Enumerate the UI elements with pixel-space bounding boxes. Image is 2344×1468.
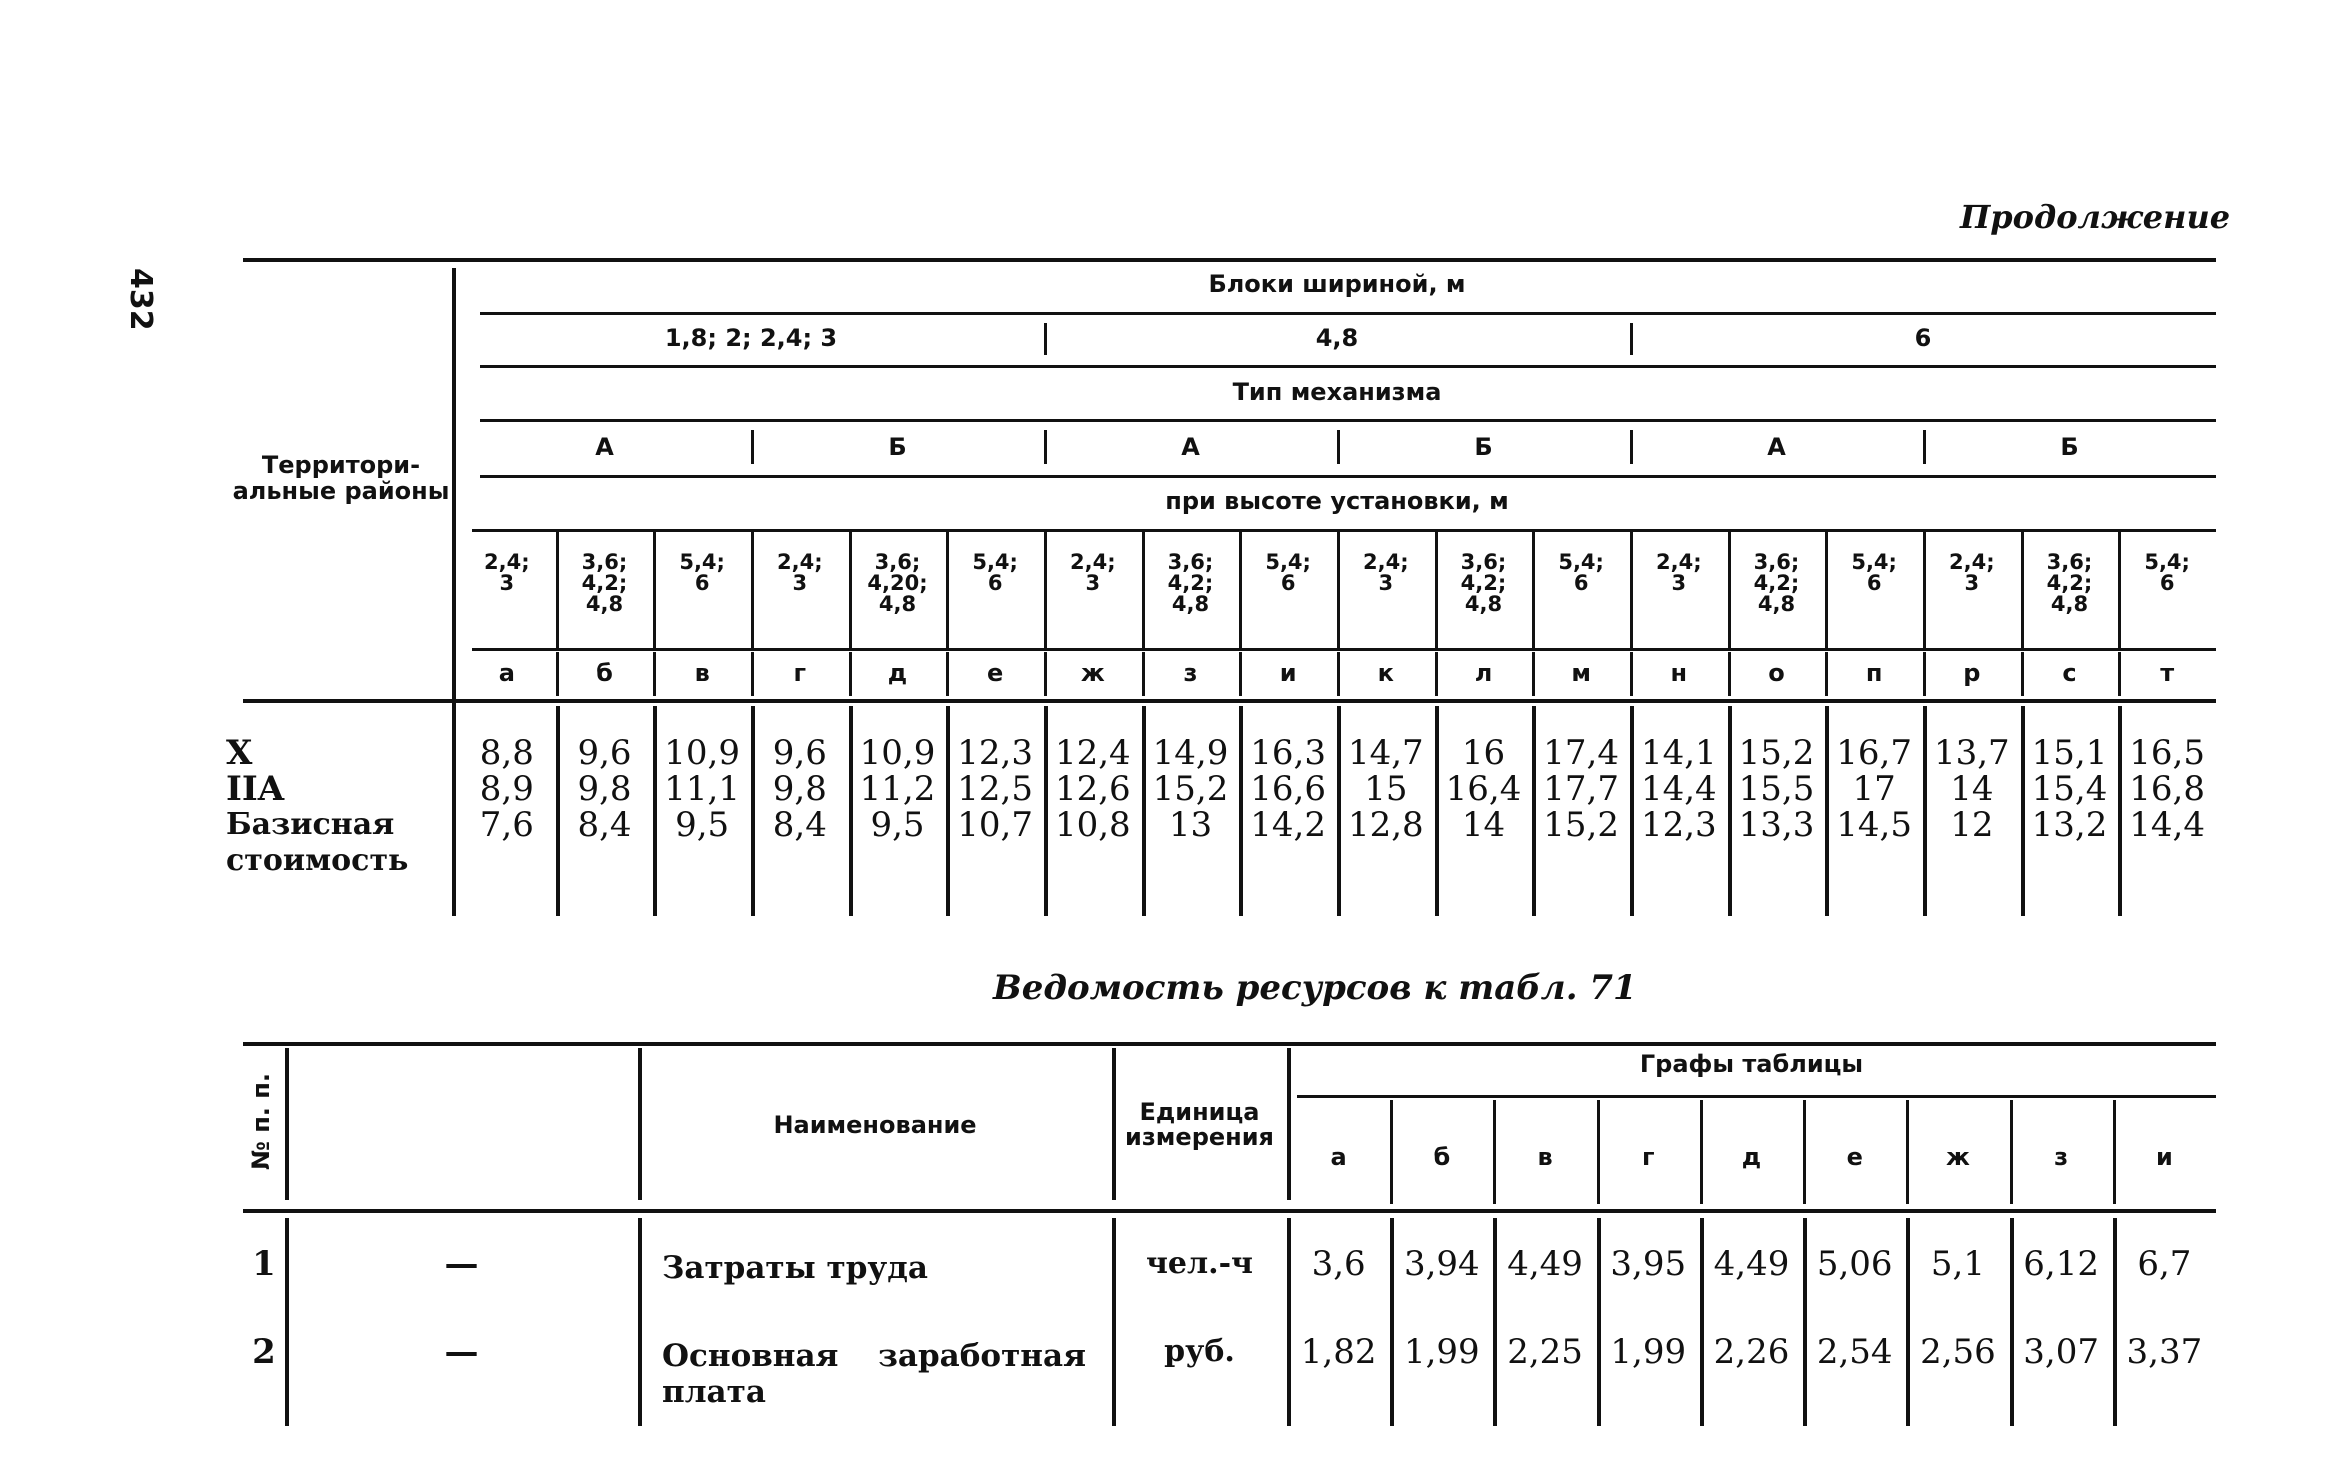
col-name-header: Наименование [773, 1111, 977, 1139]
height-value: 6 [987, 571, 1003, 595]
height-value: 4,8 [1464, 592, 1503, 616]
height-value: 2,4; [1070, 550, 1116, 574]
column-letter-г: г [793, 659, 807, 687]
graph-letter-е: е [1846, 1143, 1863, 1171]
height-value: 2,4; [1363, 550, 1409, 574]
data-value: 16 [1461, 733, 1506, 773]
height-value: 4,2; [581, 571, 628, 595]
rule-header-bottom [243, 1209, 2216, 1213]
height-value: 5,4; [1265, 550, 1311, 574]
data-value: 9,8 [577, 769, 632, 809]
row-label: Базисная стоимость [226, 807, 409, 878]
height-value: 4,8 [878, 592, 917, 616]
mechanism-4: Б [1474, 433, 1493, 461]
data-value: 12,8 [1347, 805, 1424, 845]
data-value: 15,2 [1152, 769, 1229, 809]
table2-title: Ведомость ресурсов к табл. 71 [993, 968, 1637, 1008]
column-letter-п: п [1865, 659, 1883, 687]
data-cell-ж [1048, 735, 1138, 843]
height-value: 4,8 [1757, 592, 1796, 616]
col-unit-header: Единица измерения [1125, 1098, 1274, 1151]
rule [472, 648, 2216, 651]
height-value: 2,4; [484, 550, 530, 574]
rule-header-bottom [243, 699, 2216, 703]
height-cell-т [2118, 552, 2216, 594]
height-value: 3 [1378, 571, 1394, 595]
height-value: 4,8 [585, 592, 624, 616]
rule-vertical [1044, 323, 1047, 355]
mechanism-2: Б [888, 433, 907, 461]
height-cell-и [1239, 552, 1337, 594]
data-cell-в [657, 735, 747, 843]
row-number: 2 [252, 1332, 276, 1372]
row-label: X [226, 733, 253, 773]
value-cell-в: 4,49 [1507, 1244, 1583, 1284]
value-cell-г: 1,99 [1610, 1332, 1687, 1372]
height-value: 6 [2159, 571, 2175, 595]
data-value: 12 [1950, 805, 1994, 845]
data-value: 16,6 [1250, 769, 1326, 809]
height-value: 4,2; [1460, 571, 1507, 595]
data-value: 10,9 [859, 733, 936, 773]
rule-vertical [1630, 323, 1633, 355]
column-letter-е: е [987, 659, 1004, 687]
width-group-3: 6 [1914, 324, 1932, 352]
data-value: 9,6 [772, 733, 827, 773]
graph-letter-д: д [1741, 1143, 1762, 1171]
column-letter-т: т [2160, 659, 2175, 687]
column-letter-о: о [1768, 659, 1785, 687]
value-cell-д: 2,26 [1713, 1332, 1790, 1372]
height-cell-в [653, 552, 751, 594]
rule-vertical [285, 1048, 289, 1200]
value-cell-е: 5,06 [1816, 1244, 1893, 1284]
height-cell-д [849, 552, 947, 615]
value-cell-б: 1,99 [1403, 1332, 1480, 1372]
row-label: IIA [226, 769, 285, 809]
height-value: 6 [1866, 571, 1882, 595]
graph-letter-а: а [1330, 1143, 1347, 1171]
data-value: 13,2 [2031, 805, 2108, 845]
height-value: 4,2; [2046, 571, 2093, 595]
data-value: 13 [1168, 805, 1213, 845]
rule-vertical [1044, 430, 1047, 464]
rule [480, 475, 2216, 478]
width-group-2: 4,8 [1315, 324, 1359, 352]
height-cell-к [1337, 552, 1435, 594]
height-value: 2,4; [1949, 550, 1995, 574]
graph-letter-г: г [1641, 1143, 1655, 1171]
column-letter-в: в [694, 659, 710, 687]
data-value: 12,3 [957, 733, 1033, 773]
graph-letter-ж: ж [1945, 1143, 1970, 1171]
data-value: 11,1 [664, 769, 740, 809]
column-letter-б: б [596, 659, 613, 687]
graph-letter-и: и [2155, 1143, 2173, 1171]
value-cell-ж: 2,56 [1920, 1332, 1996, 1372]
column-letter-с: с [2062, 659, 2077, 687]
height-value: 3 [792, 571, 808, 595]
height-value: 4,20; [867, 571, 928, 595]
data-value: 10,9 [664, 733, 740, 773]
value-cell-д: 4,49 [1713, 1244, 1790, 1284]
height-cell-н [1630, 552, 1728, 594]
value-cell-з: 6,12 [2023, 1244, 2099, 1284]
data-value: 9,5 [870, 805, 925, 845]
height-value: 6 [694, 571, 710, 595]
data-cell-и [1243, 735, 1333, 843]
mechanism-1: А [595, 433, 614, 461]
value-cell-и: 3,37 [2126, 1332, 2203, 1372]
data-value: 8,4 [772, 805, 827, 845]
height-value: 3,6; [874, 550, 921, 574]
col-num-header: № п. п. [247, 1073, 275, 1170]
height-value: 4,8 [2050, 592, 2089, 616]
column-letter-и: и [1279, 659, 1297, 687]
data-value: 14,4 [1640, 769, 1717, 809]
height-value: 4,8 [1171, 592, 1210, 616]
value-cell-б: 3,94 [1403, 1244, 1480, 1284]
blocks-header: Блоки шириной, м [1208, 270, 1466, 298]
column-letter-ж: ж [1080, 659, 1105, 687]
row-unit: руб. [1164, 1334, 1235, 1369]
rule [480, 419, 2216, 422]
value-cell-и: 6,7 [2137, 1244, 2192, 1284]
row-code: — [444, 1244, 479, 1284]
value-cell-г: 3,95 [1610, 1244, 1687, 1284]
rule-vertical [1923, 430, 1926, 464]
region-header: Территори-альные районы [232, 451, 450, 505]
height-value: 3,6; [1167, 550, 1214, 574]
data-value: 13,7 [1933, 733, 2010, 773]
height-cell-з [1142, 552, 1240, 615]
data-value: 16,3 [1250, 733, 1326, 773]
height-value: 5,4; [679, 550, 725, 574]
column-letter-к: к [1377, 659, 1394, 687]
rule [480, 365, 2216, 368]
height-value: 5,4; [2144, 550, 2190, 574]
column-letter-м: м [1571, 659, 1591, 687]
data-cell-а [462, 735, 552, 843]
data-value: 10,8 [1054, 805, 1131, 845]
continuation-label: Продолжение [1960, 198, 2231, 236]
graph-letter-б: б [1433, 1143, 1451, 1171]
row-code: — [444, 1332, 479, 1372]
height-value: 3,6; [2046, 550, 2093, 574]
data-value: 16,4 [1445, 769, 1522, 809]
mechanism-6: Б [2060, 433, 2079, 461]
data-value: 15,2 [1543, 805, 1619, 845]
rule [1297, 1095, 2216, 1098]
data-cell-д [853, 735, 943, 843]
column-letter-н: н [1670, 659, 1688, 687]
data-value: 16,8 [2129, 769, 2205, 809]
height-cell-ж [1044, 552, 1142, 594]
data-cell-р [1927, 735, 2017, 843]
height-value: 5,4; [972, 550, 1018, 574]
mechanism-5: А [1767, 433, 1786, 461]
rule [480, 312, 2216, 315]
data-value: 15,5 [1738, 769, 1815, 809]
page-number: 432 [123, 268, 158, 331]
height-value: 3 [499, 571, 515, 595]
height-value: 3 [1964, 571, 1980, 595]
data-cell-б [560, 735, 650, 843]
data-value: 13,3 [1738, 805, 1815, 845]
rule-vertical [1337, 430, 1340, 464]
width-group-1: 1,8; 2; 2,4; 3 [664, 324, 838, 352]
col-graphs-header: Графы таблицы [1639, 1050, 1864, 1078]
row-labels [226, 735, 456, 879]
data-cell-о [1732, 735, 1822, 843]
value-cell-а: 3,6 [1311, 1244, 1366, 1284]
height-value: 4,2; [1167, 571, 1214, 595]
data-value: 11,2 [859, 769, 936, 809]
row-number: 1 [252, 1244, 276, 1284]
data-value: 12,3 [1640, 805, 1717, 845]
data-cell-к [1341, 735, 1431, 843]
value-cell-з: 3,07 [2023, 1332, 2099, 1372]
data-value: 17 [1852, 769, 1896, 809]
height-value: 6 [1280, 571, 1296, 595]
row-name: Затраты труда [662, 1250, 928, 1286]
rule-vertical [1630, 430, 1633, 464]
data-value: 7,6 [479, 805, 534, 845]
data-value: 14 [1461, 805, 1506, 845]
data-value: 12,6 [1054, 769, 1131, 809]
height-value: 2,4; [777, 550, 823, 574]
height-cell-а [458, 552, 556, 594]
data-cell-з [1146, 735, 1236, 843]
data-cell-т [2122, 735, 2212, 843]
column-letter-з: з [1183, 659, 1198, 687]
column-letter-а: а [498, 659, 515, 687]
height-value: 4,2; [1753, 571, 1800, 595]
data-cell-п [1829, 735, 1919, 843]
rule-top [243, 1042, 2216, 1046]
height-cell-п [1825, 552, 1923, 594]
data-value: 16,5 [2129, 733, 2205, 773]
data-value: 15,1 [2031, 733, 2108, 773]
data-value: 14,5 [1836, 805, 1912, 845]
height-value: 3,6; [1460, 550, 1507, 574]
value-cell-в: 2,25 [1507, 1332, 1583, 1372]
value-cell-а: 1,82 [1300, 1332, 1377, 1372]
mechanism-3: А [1181, 433, 1200, 461]
data-value: 8,8 [479, 733, 534, 773]
data-value: 15 [1364, 769, 1408, 809]
height-cell-м [1532, 552, 1630, 594]
height-cell-о [1728, 552, 1826, 615]
data-value: 14,4 [2129, 805, 2205, 845]
graph-letter-в: в [1537, 1143, 1553, 1171]
data-value: 9,5 [675, 805, 730, 845]
height-value: 3,6; [1753, 550, 1800, 574]
height-header: при высоте установки, м [1165, 487, 1509, 515]
height-cell-б [556, 552, 654, 615]
column-letter-р: р [1963, 659, 1981, 687]
height-cell-с [2021, 552, 2119, 615]
data-value: 10,7 [957, 805, 1033, 845]
data-value: 14,1 [1640, 733, 1717, 773]
data-value: 17,7 [1543, 769, 1619, 809]
height-value: 6 [1573, 571, 1589, 595]
data-value: 9,8 [772, 769, 827, 809]
rule-top [243, 258, 2216, 262]
data-value: 12,4 [1054, 733, 1131, 773]
data-cell-с [2025, 735, 2115, 843]
data-value: 14,9 [1152, 733, 1229, 773]
rule [472, 529, 2216, 532]
data-value: 15,4 [2031, 769, 2108, 809]
data-value: 17,4 [1543, 733, 1619, 773]
height-cell-е [946, 552, 1044, 594]
height-value: 3 [1671, 571, 1687, 595]
height-value: 5,4; [1851, 550, 1897, 574]
data-cell-н [1634, 735, 1724, 843]
rule-vertical [751, 430, 754, 464]
row-unit: чел.-ч [1145, 1246, 1254, 1281]
column-letter-д: д [887, 659, 908, 687]
data-value: 14,2 [1250, 805, 1326, 845]
graph-letter-з: з [2054, 1143, 2069, 1171]
rule-vertical [638, 1218, 642, 1426]
height-value: 3 [1085, 571, 1101, 595]
value-cell-ж: 5,1 [1930, 1244, 1985, 1284]
data-value: 14,7 [1347, 733, 1424, 773]
height-value: 3,6; [581, 550, 628, 574]
data-cell-м [1536, 735, 1626, 843]
mechanism-header: Тип механизма [1232, 378, 1442, 406]
row-name: Основная заработная плата [662, 1338, 1086, 1410]
column-letter-л: л [1474, 659, 1493, 687]
data-value: 12,5 [957, 769, 1033, 809]
height-cell-л [1435, 552, 1533, 615]
height-cell-г [751, 552, 849, 594]
data-cell-л [1439, 735, 1529, 843]
data-value: 8,9 [479, 769, 534, 809]
height-value: 5,4; [1558, 550, 1604, 574]
data-value: 16,7 [1836, 733, 1912, 773]
data-value: 14 [1950, 769, 1994, 809]
height-value: 2,4; [1656, 550, 1702, 574]
data-cell-е [950, 735, 1040, 843]
data-value: 8,4 [577, 805, 632, 845]
value-cell-е: 2,54 [1816, 1332, 1893, 1372]
data-value: 9,6 [577, 733, 632, 773]
data-value: 15,2 [1738, 733, 1815, 773]
height-cell-р [1923, 552, 2021, 594]
data-cell-г [755, 735, 845, 843]
